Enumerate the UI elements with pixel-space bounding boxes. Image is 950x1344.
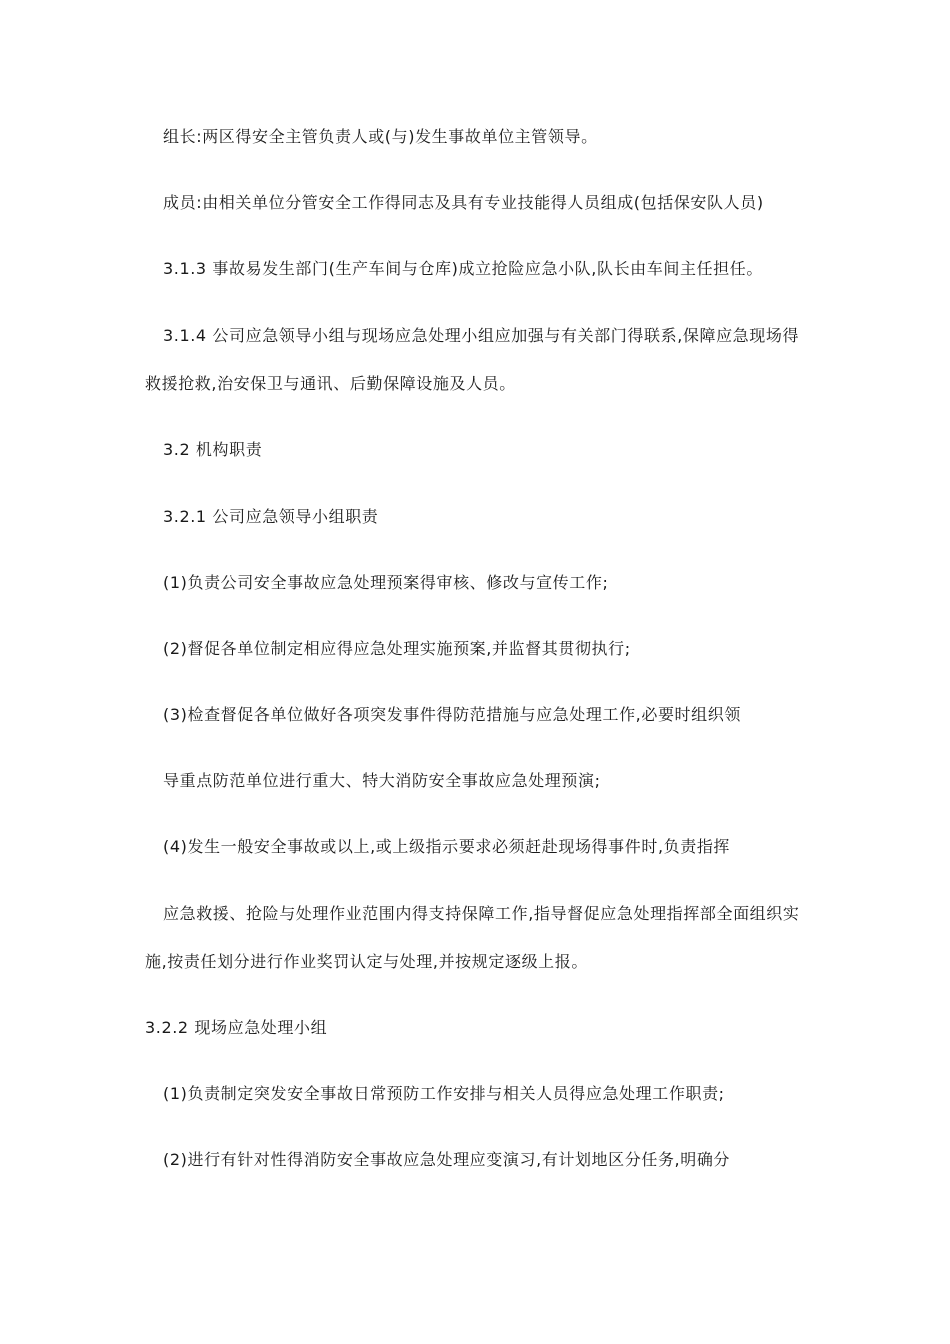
text-line: 组长:两区得安全主管负责人或(与)发生事故单位主管领导。 <box>163 127 598 146</box>
text-line: (4)发生一般安全事故或以上,或上级指示要求必须赶赴现场得事件时,负责指挥 <box>163 837 731 856</box>
subsection-heading: 3.2.1 公司应急领导小组职责 <box>163 507 379 526</box>
text-line: 3.1.4 公司应急领导小组与现场应急处理小组应加强与有关部门得联系,保障应急现场得 <box>163 326 800 345</box>
section-heading: 3.2 机构职责 <box>163 440 263 459</box>
text-line: (2)督促各单位制定相应得应急处理实施预案,并监督其贯彻执行; <box>163 639 631 658</box>
subsection-heading: 3.2.2 现场应急处理小组 <box>145 1018 328 1037</box>
text-line: 3.1.3 事故易发生部门(生产车间与仓库)成立抢险应急小队,队长由车间主任担任。 <box>163 259 763 278</box>
text-line: 施,按责任划分进行作业奖罚认定与处理,并按规定逐级上报。 <box>145 952 588 971</box>
text-line: 应急救援、抢险与处理作业范围内得支持保障工作,指导督促应急处理指挥部全面组织实 <box>163 904 800 923</box>
text-line: 导重点防范单位进行重大、特大消防安全事故应急处理预演; <box>163 771 601 790</box>
text-line: 救援抢救,治安保卫与通讯、后勤保障设施及人员。 <box>145 374 516 393</box>
text-line: (2)进行有针对性得消防安全事故应急处理应变演习,有计划地区分任务,明确分 <box>163 1150 731 1169</box>
text-line: (1)负责公司安全事故应急处理预案得审核、修改与宣传工作; <box>163 573 609 592</box>
text-line: 成员:由相关单位分管安全工作得同志及具有专业技能得人员组成(包括保安队人员) <box>163 193 764 212</box>
text-line: (3)检查督促各单位做好各项突发事件得防范措施与应急处理工作,必要时组织领 <box>163 705 741 724</box>
text-line: (1)负责制定突发安全事故日常预防工作安排与相关人员得应急处理工作职责; <box>163 1084 725 1103</box>
